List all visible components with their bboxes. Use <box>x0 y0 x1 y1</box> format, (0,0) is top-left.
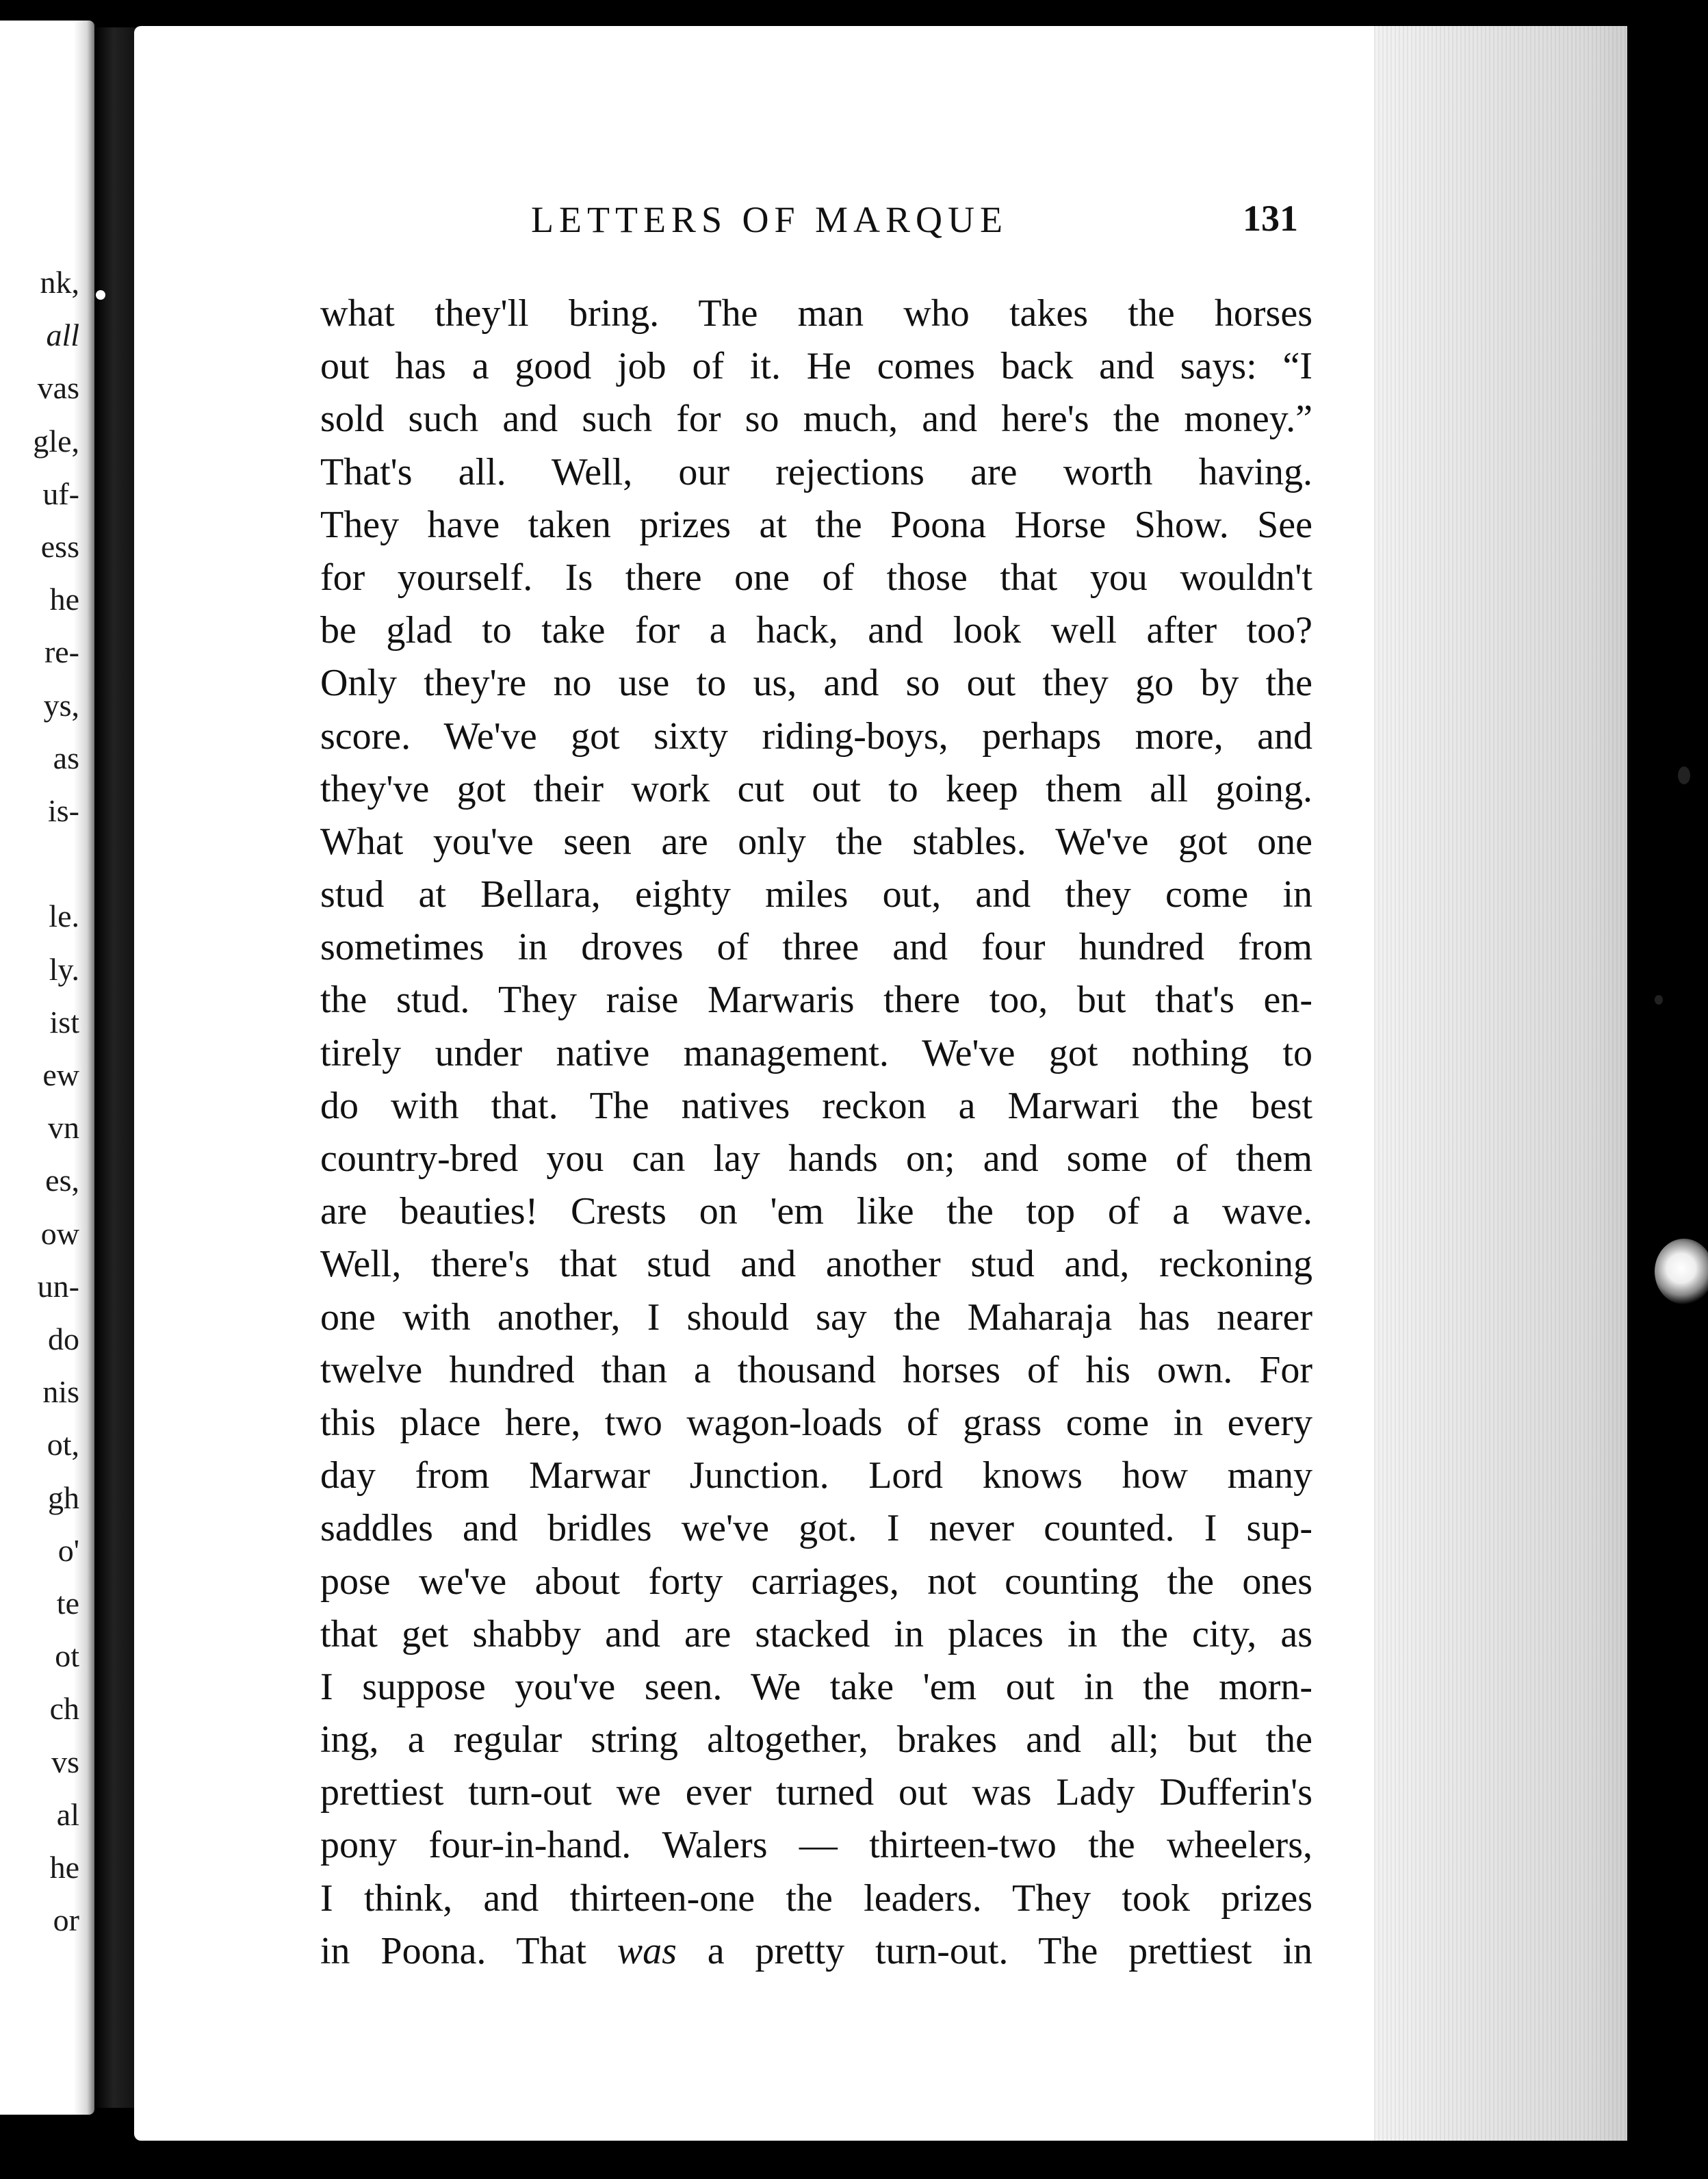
page-stack-edge <box>1374 26 1627 2141</box>
text-line: out has a good job of it. He comes back and says: “I <box>320 345 1312 388</box>
left-page-fragment: ist <box>49 1004 79 1040</box>
book-gutter <box>94 27 137 2108</box>
left-page-fragment: re- <box>44 634 79 670</box>
left-page-fragment: or <box>53 1903 79 1938</box>
left-page-fragment: nis <box>42 1374 79 1410</box>
text-line: pony four-in-hand. Walers — thirteen-two the wheelers, <box>320 1824 1312 1867</box>
left-page-fragment: all <box>46 318 79 353</box>
left-page-fragment: uf- <box>42 476 79 511</box>
left-page-fragment: as <box>53 740 79 775</box>
binding-hole-mark <box>1655 1239 1708 1304</box>
text-line: be glad to take for a hack, and look well after too? <box>320 609 1312 652</box>
text-line: saddles and bridles we've got. I never counted. I sup- <box>320 1507 1312 1550</box>
text-line: twelve hundred than a thousand horses of his own. For <box>320 1348 1312 1391</box>
text-line: stud at Bellara, eighty miles out, and they come in <box>320 873 1312 916</box>
left-page-fragment: he <box>49 1850 79 1885</box>
left-page-fragment: ot, <box>47 1427 79 1462</box>
left-page-fragment: es, <box>45 1163 79 1198</box>
left-page-fragment: le. <box>49 899 79 934</box>
previous-page-edge <box>0 21 94 2115</box>
left-page-fragment: he <box>49 582 79 617</box>
text-line: They have taken prizes at the Poona Horse Show. See <box>320 503 1312 546</box>
running-head: LETTERS OF MARQUE <box>531 199 1009 240</box>
text-line: I think, and thirteen-one the leaders. They took prizes <box>320 1877 1312 1920</box>
scan-speck <box>96 290 105 300</box>
left-page-fragment: gh <box>48 1480 79 1515</box>
left-page-fragment: al <box>56 1796 79 1832</box>
text-line: they've got their work cut out to keep them all going. <box>320 767 1312 810</box>
left-page-fragment: ess <box>40 529 79 564</box>
left-page-fragment: ys, <box>43 687 79 723</box>
left-page-fragment: ot <box>55 1638 79 1674</box>
text-line: That's all. Well, our rejections are worth having. <box>320 450 1312 493</box>
left-page-fragment: vn <box>48 1110 79 1146</box>
left-page-fragment: te <box>56 1586 79 1621</box>
left-page-fragment: vs <box>51 1744 79 1779</box>
text-line: Only they're no use to us, and so out they go by the <box>320 662 1312 705</box>
left-page-fragment: gle, <box>33 423 79 459</box>
left-page-fragment: ly. <box>49 951 79 987</box>
left-page-fragment: nk, <box>40 265 79 300</box>
text-line: one with another, I should say the Maharaja has nearer <box>320 1295 1312 1339</box>
body-text <box>320 287 1312 1978</box>
text-line: that get shabby and are stacked in places in the city, as <box>320 1612 1312 1655</box>
left-page-fragment: vas <box>37 370 79 406</box>
text-line: do with that. The natives reckon a Marwari the best <box>320 1084 1312 1127</box>
left-page-fragment: un- <box>37 1268 79 1304</box>
left-page-fragment: do <box>48 1321 79 1356</box>
scan-speck <box>1655 995 1663 1005</box>
text-line: day from Marwar Junction. Lord knows how many <box>320 1454 1312 1497</box>
text-line: what they'll bring. The man who takes the horses <box>320 292 1312 335</box>
left-page-fragment: o' <box>57 1532 79 1568</box>
text-line: What you've seen are only the stables. We've got one <box>320 820 1312 863</box>
text-line: are beauties! Crests on 'em like the top of a wave. <box>320 1190 1312 1233</box>
italic-word: was <box>617 1929 677 1972</box>
text-line: sometimes in droves of three and four hundred from <box>320 926 1312 969</box>
left-page-fragment: is- <box>48 793 79 828</box>
text-line: I suppose you've seen. We take 'em out in the morn- <box>320 1665 1312 1708</box>
text-line: sold such and such for so much, and here's the money.” <box>320 398 1312 441</box>
left-page-fragment: ow <box>40 1215 79 1251</box>
text-line: for yourself. Is there one of those that you wouldn't <box>320 556 1312 599</box>
text-line: tirely under native management. We've got nothing to <box>320 1031 1312 1074</box>
left-page-fragment: ew <box>42 1057 79 1092</box>
scan-speck <box>1678 766 1690 784</box>
text-line: the stud. They raise Marwaris there too, but that's en- <box>320 979 1312 1022</box>
left-page-fragment: ch <box>49 1691 79 1727</box>
page-number: 131 <box>1243 198 1298 239</box>
text-line: ing, a regular string altogether, brakes and all; but the <box>320 1718 1312 1762</box>
text-line: pose we've about forty carriages, not counting the ones <box>320 1560 1312 1603</box>
text-line: country-bred you can lay hands on; and some of them <box>320 1137 1312 1180</box>
text-line: this place here, two wagon-loads of grass come in every <box>320 1401 1312 1444</box>
text-line: in Poona. That was a pretty turn-out. The prettiest in <box>320 1929 1312 1972</box>
text-line: score. We've got sixty riding-boys, perhaps more, and <box>320 714 1312 758</box>
text-line: prettiest turn-out we ever turned out was Lady Dufferin's <box>320 1771 1312 1814</box>
text-line: Well, there's that stud and another stud and, reckoning <box>320 1243 1312 1286</box>
